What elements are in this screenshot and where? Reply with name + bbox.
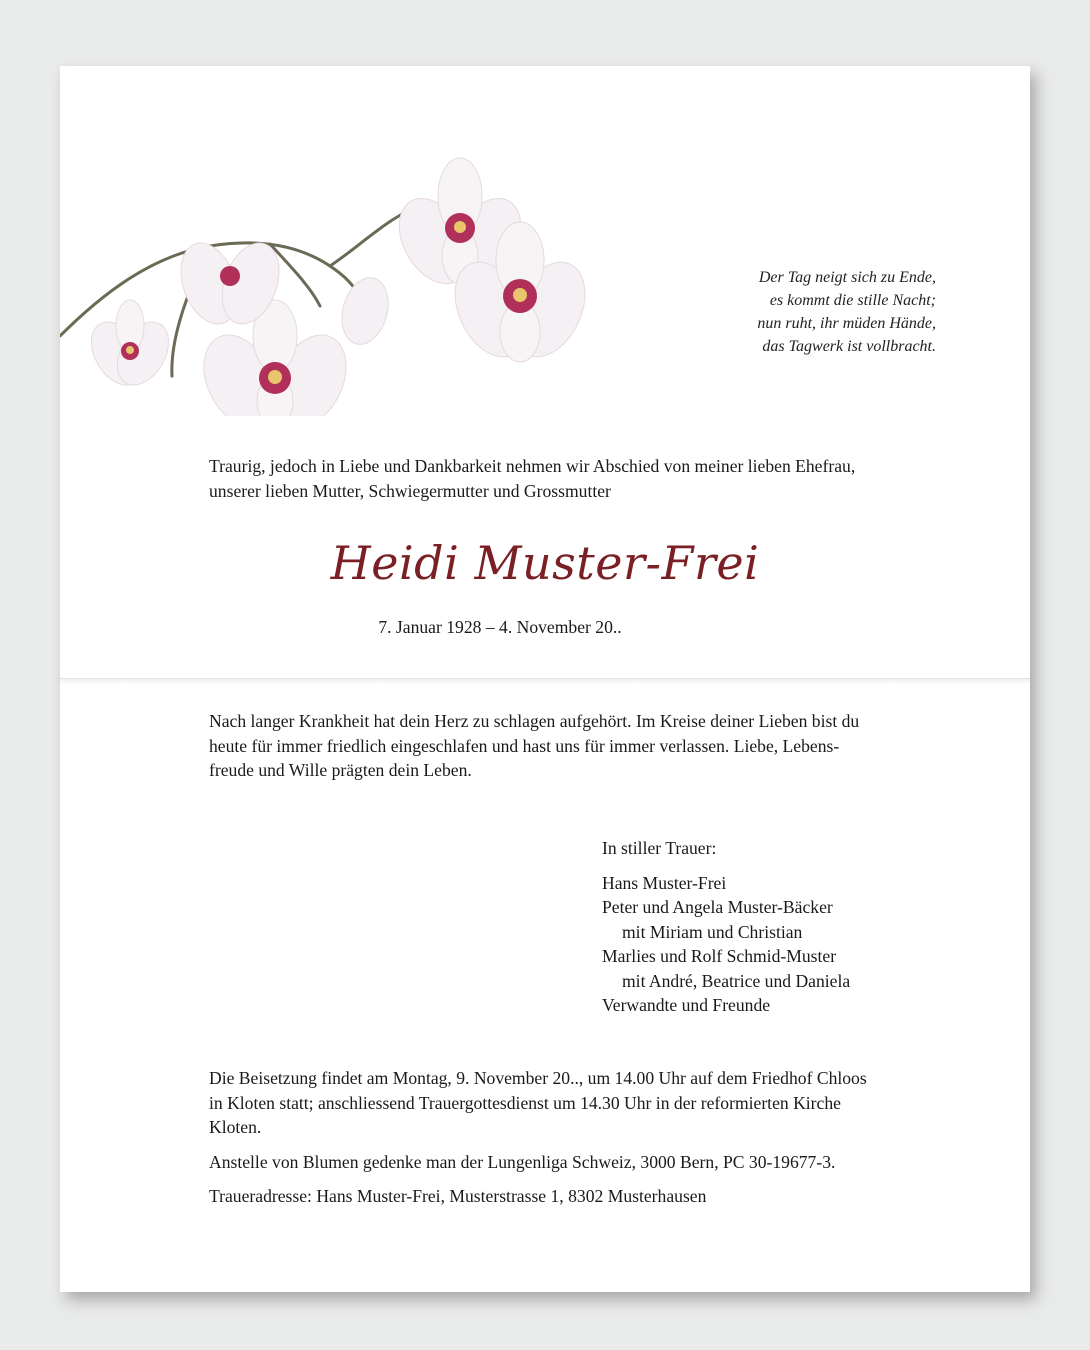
mourning-address: Traueradresse: Hans Muster-Frei, Musterstrasse 1, 8302 Musterhausen	[209, 1186, 707, 1206]
burial-paragraph	[209, 1066, 939, 1140]
mourners-heading: In stiller Trauer:	[602, 838, 717, 858]
poem	[636, 266, 936, 358]
orchid-branch-image	[60, 136, 620, 416]
poem-line: das Tagwerk ist vollbracht.	[762, 338, 936, 355]
card-fold-divider	[60, 678, 1030, 685]
mourner-line: Verwandte und Freunde	[602, 995, 771, 1015]
burial-line: Kloten.	[209, 1117, 262, 1137]
obituary-card	[60, 66, 1030, 1292]
intro-line: Traurig, jedoch in Liebe und Dankbarkeit nehmen wir Abschied von meiner lieben Ehefrau,	[209, 456, 856, 476]
mourner-line: mit Miriam und Christian	[622, 921, 803, 942]
mourner-line: Hans Muster-Frei	[602, 872, 727, 893]
donation-note: Anstelle von Blumen gedenke man der Lungenliga Schweiz, 3000 Bern, PC 30-19677-3.	[209, 1152, 836, 1172]
intro-line: unserer lieben Mutter, Schwiegermutter und Grossmutter	[209, 480, 611, 501]
intro-paragraph	[209, 454, 939, 503]
orchid-flower-left	[81, 300, 179, 394]
life-dates: 7. Januar 1928 – 4. November 20..	[378, 617, 622, 637]
message-line: Nach langer Krankheit hat dein Herz zu schlagen aufgehört. Im Kreise deiner Lieben bist du	[209, 711, 860, 731]
message-paragraph	[209, 709, 939, 783]
mourner-line: Marlies und Rolf Schmid-Muster	[602, 946, 837, 966]
poem-line: Der Tag neigt sich zu Ende,	[758, 269, 936, 286]
message-line: freude und Wille prägten dein Leben.	[209, 760, 472, 780]
mourner-line: mit André, Beatrice und Daniela	[622, 970, 851, 991]
poem-line: nun ruht, ihr müden Hände,	[757, 315, 936, 332]
poem-line: es kommt die stille Nacht;	[769, 292, 936, 309]
mourner-line: Peter und Angela Muster-Bäcker	[602, 897, 833, 917]
mourners-list	[602, 836, 850, 1018]
orchid-bud	[335, 272, 395, 349]
burial-line: Die Beisetzung findet am Montag, 9. November 20.., um 14.00 Uhr auf dem Friedhof Chloos	[209, 1068, 867, 1088]
burial-line: in Kloten statt; anschliessend Trauergottesdienst um 14.30 Uhr in der reformierten Kirche	[209, 1092, 841, 1113]
deceased-name: Heidi Muster-Frei	[330, 536, 760, 590]
message-line: heute für immer friedlich eingeschlafen und hast uns für immer verlassen. Liebe, Lebens-	[209, 735, 840, 756]
